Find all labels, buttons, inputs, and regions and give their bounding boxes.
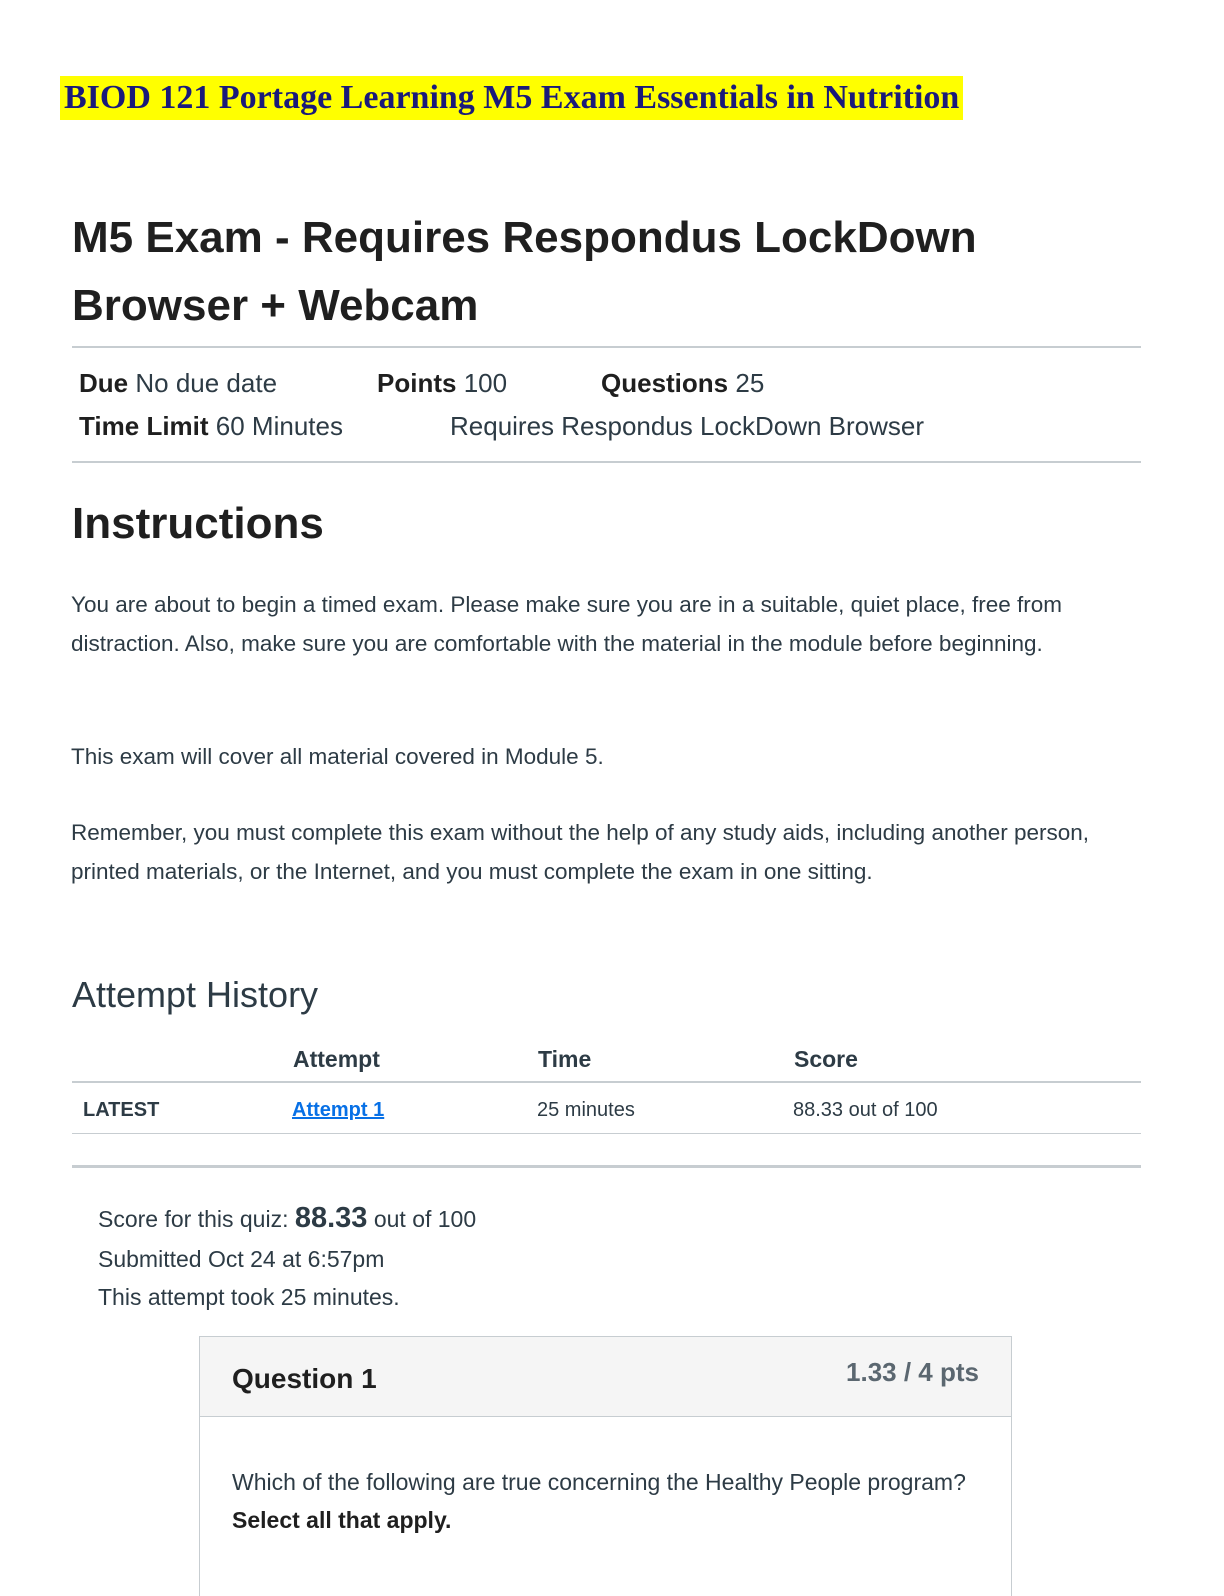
attempt-score: 88.33 out of 100 xyxy=(793,1099,938,1121)
time-limit-label: Time Limit xyxy=(79,411,209,441)
attempt-history-heading: Attempt History xyxy=(72,974,319,1015)
question-title: Question 1 xyxy=(232,1363,377,1394)
score-suffix: out of 100 xyxy=(373,1206,477,1232)
attempt-time: 25 minutes xyxy=(537,1099,635,1121)
score-prefix: Score for this quiz: xyxy=(98,1206,289,1232)
points-field xyxy=(377,367,507,399)
due-value: No due date xyxy=(135,368,278,398)
exam-title: M5 Exam - Requires Respondus LockDown Browser + Webcam xyxy=(72,213,977,330)
question-header xyxy=(200,1337,1011,1417)
document-header: BIOD 121 Portage Learning M5 Exam Essentials in Nutrition xyxy=(60,76,963,120)
divider xyxy=(72,461,1141,463)
submitted-time: Submitted Oct 24 at 6:57pm xyxy=(98,1246,385,1272)
question-points: 1.33 / 4 pts xyxy=(846,1357,979,1387)
due-label: Due xyxy=(79,368,129,398)
latest-tag: LATEST xyxy=(83,1099,160,1121)
table-row-divider xyxy=(72,1133,1141,1134)
points-value: 100 xyxy=(463,368,508,398)
quiz-score-line xyxy=(98,1203,476,1234)
column-header-attempt: Attempt xyxy=(293,1046,380,1072)
instructions-heading: Instructions xyxy=(72,499,324,548)
attempt-1-link[interactable]: Attempt 1 xyxy=(292,1099,385,1121)
questions-value: 25 xyxy=(735,368,765,398)
lockdown-note: Requires Respondus LockDown Browser xyxy=(450,411,925,441)
time-limit-value: 60 Minutes xyxy=(215,411,343,441)
instructions-paragraph: This exam will cover all material covered in Module 5. xyxy=(71,744,604,769)
instructions-paragraph: Remember, you must complete this exam without the help of any study aids, including another person, printed materials, or the Internet, and you must complete the exam in one sitting. xyxy=(71,820,1090,884)
question-prompt: Which of the following are true concerning the Healthy People program? xyxy=(232,1469,966,1495)
column-header-time: Time xyxy=(538,1046,592,1072)
points-label: Points xyxy=(377,368,457,398)
attempt-duration: This attempt took 25 minutes. xyxy=(98,1284,400,1310)
divider xyxy=(72,346,1141,348)
due-field xyxy=(79,367,277,399)
column-header-score: Score xyxy=(794,1046,858,1072)
question-instruction: Select all that apply. xyxy=(232,1507,452,1533)
questions-field xyxy=(601,367,764,399)
questions-label: Questions xyxy=(601,368,729,398)
question-card xyxy=(199,1336,1012,1596)
table-header-divider xyxy=(72,1081,1141,1083)
score-value: 88.33 xyxy=(294,1202,368,1234)
instructions-paragraph: You are about to begin a timed exam. Please make sure you are in a suitable, quiet place, free from distraction. Also, make sure you are comfortable with the material in the module before beginning. xyxy=(71,592,1062,656)
time-limit-field xyxy=(79,410,343,442)
question-text xyxy=(232,1463,972,1539)
section-divider xyxy=(72,1165,1141,1168)
